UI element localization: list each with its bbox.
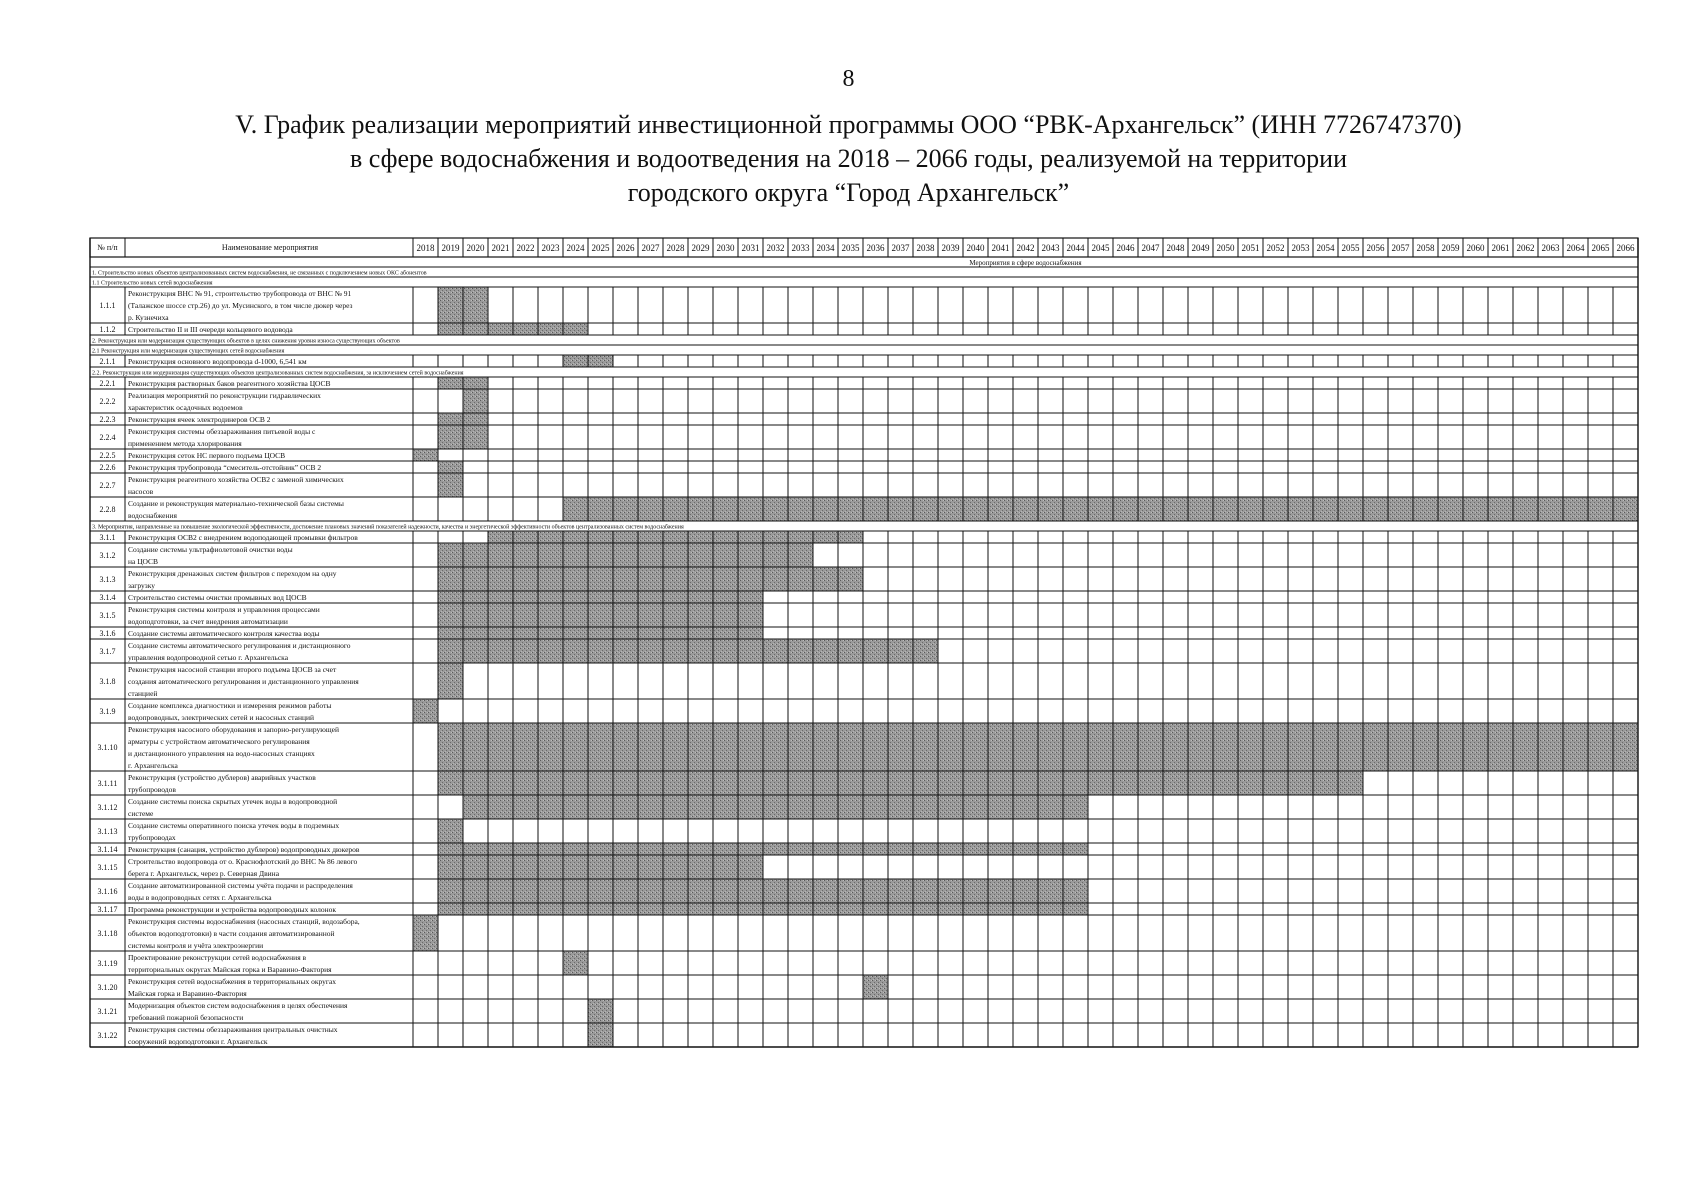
item-number: 3.1.1 <box>99 533 116 542</box>
year-label: 2046 <box>1116 243 1135 253</box>
schedule-bar <box>438 771 1363 795</box>
table-row <box>90 287 1638 323</box>
item-name: Реконструкция системы контроля и управления процессами <box>128 605 320 614</box>
table-row <box>90 795 1638 819</box>
year-label: 2028 <box>666 243 685 253</box>
item-number: 3.1.16 <box>97 887 118 896</box>
section-label: 1.1 Строительство новых сетей водоснабжения <box>92 280 213 287</box>
item-number: 3.1.10 <box>97 743 118 752</box>
schedule-bar <box>488 531 863 543</box>
year-label: 2030 <box>716 243 735 253</box>
item-number: 2.2.4 <box>99 433 116 442</box>
item-name: Реконструкция системы обеззараживания питьевой воды с <box>128 427 316 436</box>
year-label: 2032 <box>766 243 785 253</box>
schedule-bar <box>438 663 463 699</box>
year-label: 2024 <box>566 243 585 253</box>
table-row <box>90 627 1638 639</box>
item-name: Реконструкция сетей водоснабжения в территориальных округах <box>128 977 337 986</box>
year-label: 2066 <box>1616 243 1635 253</box>
item-name: Реконструкция основного водопровода d-1000, 6,541 км <box>128 357 307 366</box>
table-row <box>90 603 1638 627</box>
item-name: управления водопроводной сетью г. Архангельска <box>128 653 289 662</box>
schedule-bar <box>438 627 763 639</box>
table-row <box>90 903 1638 915</box>
title-line-1: V. График реализации мероприятий инвестиционной программы ООО “РВК-Архангельск” (ИНН 7726747370) <box>235 110 1462 139</box>
item-name: сооружений водоподготовки г. Архангельск <box>128 1037 268 1046</box>
item-number: 3.1.17 <box>97 905 118 914</box>
schedule-bar <box>563 951 588 975</box>
item-number: 3.1.7 <box>99 647 116 656</box>
table-row <box>90 639 1638 663</box>
item-number: 2.2.6 <box>99 463 116 472</box>
item-number: 2.2.2 <box>99 397 116 406</box>
table-row <box>90 999 1638 1023</box>
schedule-bar <box>438 591 763 603</box>
year-label: 2057 <box>1391 243 1410 253</box>
item-name: Реконструкция системы водоснабжения (насосных станций, водозабора, <box>128 917 360 926</box>
section-row <box>90 345 1638 355</box>
item-number: 3.1.5 <box>99 611 116 620</box>
header-name: Наименование мероприятия <box>221 243 319 252</box>
item-name: Реконструкция трубопровода “смеситель-отстойник” ОСВ 2 <box>128 463 322 472</box>
year-label: 2027 <box>641 243 660 253</box>
item-number: 3.1.4 <box>99 593 116 602</box>
schedule-bar <box>588 999 613 1023</box>
item-name: Майская горка и Варавино-Фактория <box>128 989 247 998</box>
year-label: 2036 <box>866 243 885 253</box>
schedule-bar <box>588 1023 613 1047</box>
table-row <box>90 819 1638 843</box>
item-name: Реконструкция реагентного хозяйства ОСВ2 с заменой химических <box>128 475 344 484</box>
item-name: трубопроводах <box>128 833 176 842</box>
item-name: Реконструкция дренажных систем фильтров с переходом на одну <box>128 569 337 578</box>
table-row <box>90 389 1638 413</box>
year-label: 2053 <box>1291 243 1310 253</box>
year-label: 2056 <box>1366 243 1385 253</box>
item-name: Реконструкция ОСВ2 с внедрением водоподающей промывки фильтров <box>128 533 358 542</box>
schedule-bar <box>563 497 1638 521</box>
year-label: 2022 <box>516 243 535 253</box>
item-number: 2.2.5 <box>99 451 116 460</box>
year-label: 2064 <box>1566 243 1585 253</box>
item-number: 3.1.8 <box>99 677 116 686</box>
table-row <box>90 413 1638 425</box>
schedule-bar <box>438 603 763 627</box>
item-name: Строительство II и III очереди кольцевого водовода <box>128 325 293 334</box>
year-label: 2045 <box>1091 243 1110 253</box>
section-row <box>90 277 1638 287</box>
schedule-bar <box>413 449 438 461</box>
year-label: 2029 <box>691 243 710 253</box>
schedule-bar <box>413 915 438 951</box>
section-label: 1. Строительство новых объектов централизованных систем водоснабжения, не связанных с подключением новых ОКС абонентов <box>92 270 427 277</box>
table-row <box>90 663 1638 699</box>
table-row <box>90 771 1638 795</box>
table-row <box>90 355 1638 367</box>
item-name: требований пожарной безопасности <box>128 1013 244 1022</box>
section-label: 2. Реконструкция или модернизация существующих объектов в целях снижения уровня износа существующих объектов <box>92 338 400 345</box>
item-name: системе <box>128 809 154 818</box>
year-label: 2054 <box>1316 243 1335 253</box>
section-row <box>90 335 1638 345</box>
year-label: 2035 <box>841 243 860 253</box>
item-number: 3.1.9 <box>99 707 116 716</box>
item-name: Реконструкция ячеек электродинеров ОСВ 2 <box>128 415 271 424</box>
section-row <box>90 367 1638 377</box>
table-row <box>90 377 1638 389</box>
year-label: 2065 <box>1591 243 1610 253</box>
item-name: Реализация мероприятий по реконструкции гидравлических <box>128 391 321 400</box>
item-number: 3.1.14 <box>97 845 118 854</box>
schedule-bar <box>413 699 438 723</box>
year-label: 2038 <box>916 243 935 253</box>
item-number: 2.2.1 <box>99 379 116 388</box>
item-number: 3.1.13 <box>97 827 118 836</box>
table-row <box>90 699 1638 723</box>
table-row <box>90 473 1638 497</box>
item-number: 3.1.12 <box>97 803 118 812</box>
item-number: 3.1.6 <box>99 629 116 638</box>
item-number: 3.1.22 <box>97 1031 118 1040</box>
item-number: 3.1.20 <box>97 983 118 992</box>
item-name: загрузку <box>128 581 156 590</box>
table-row <box>90 567 1638 591</box>
page-number: 8 <box>842 66 855 92</box>
item-number: 1.1.2 <box>99 325 116 334</box>
table-row <box>90 975 1638 999</box>
item-number: 3.1.3 <box>99 575 116 584</box>
section-title: Мероприятия в сфере водоснабжения <box>969 259 1082 267</box>
item-name: Программа реконструкции и устройства водопроводных колонок <box>128 905 337 914</box>
item-number: 3.1.18 <box>97 929 118 938</box>
table-row <box>90 425 1638 449</box>
item-name: воды в водопроводных сетях г. Архангельска <box>128 893 272 902</box>
schedule-bar <box>463 795 1088 819</box>
table-row <box>90 723 1638 771</box>
item-name: Создание системы ультрафиолетовой очистки воды <box>128 545 293 554</box>
year-label: 2051 <box>1241 243 1260 253</box>
schedule-bar <box>438 543 813 567</box>
header-num: № п/п <box>97 243 118 252</box>
item-name: насосов <box>128 487 154 496</box>
item-number: 3.1.21 <box>97 1007 118 1016</box>
item-name: Строительство системы очистки промывных вод ЦОСВ <box>128 593 307 602</box>
item-name: водоснабжения <box>128 511 177 520</box>
year-label: 2018 <box>416 243 435 253</box>
item-name: г. Архангельска <box>128 761 178 770</box>
item-name: Создание системы поиска скрытых утечек воды в водопроводной <box>128 797 338 806</box>
item-name: характеристик осадочных водоемов <box>128 403 243 412</box>
section-label: 2.2. Реконструкция или модернизация существующих объектов централизованных систем водоснабжения, за исключением сетей водоснабжения <box>92 370 464 377</box>
item-name: Создание автоматизированной системы учёта подачи и распределения <box>128 881 353 890</box>
section-row <box>90 267 1638 277</box>
table-row <box>90 951 1638 975</box>
table-row <box>90 915 1638 951</box>
year-label: 2026 <box>616 243 635 253</box>
schedule-bar <box>438 473 463 497</box>
section-row <box>90 521 1638 531</box>
item-name: Создание и реконструкция материально-технической базы системы <box>128 499 344 508</box>
year-label: 2050 <box>1216 243 1235 253</box>
item-name: водоподготовки, за счет внедрения автоматизации <box>128 617 288 626</box>
year-label: 2063 <box>1541 243 1560 253</box>
table-row <box>90 497 1638 521</box>
item-number: 3.1.19 <box>97 959 118 968</box>
item-name: арматуры с устройством автоматического регулирования <box>128 737 310 746</box>
year-label: 2025 <box>591 243 610 253</box>
schedule-bar <box>438 855 763 879</box>
item-name: водопроводных, электрических сетей и насосных станций <box>128 713 315 722</box>
item-number: 3.1.15 <box>97 863 118 872</box>
year-label: 2058 <box>1416 243 1435 253</box>
year-label: 2042 <box>1016 243 1035 253</box>
year-label: 2047 <box>1141 243 1160 253</box>
item-number: 2.2.8 <box>99 505 116 514</box>
item-name: Реконструкция (устройство дублеров) аварийных участков <box>128 773 316 782</box>
year-label: 2061 <box>1491 243 1510 253</box>
schedule-bar <box>438 819 463 843</box>
year-label: 2060 <box>1466 243 1485 253</box>
year-label: 2049 <box>1191 243 1210 253</box>
table-row <box>90 531 1638 543</box>
item-name: Реконструкция (санация, устройство дублеров) водопроводных дюкеров <box>128 845 360 854</box>
item-name: создания автоматического регулирования и дистанционного управления <box>128 677 359 686</box>
table-row <box>90 449 1638 461</box>
year-label: 2019 <box>441 243 460 253</box>
year-label: 2041 <box>991 243 1010 253</box>
section-title-row <box>90 257 1638 267</box>
item-number: 2.2.3 <box>99 415 116 424</box>
item-name: (Талажское шоссе стр.26) до ул. Мусинского, в том числе дюкер через <box>128 301 353 310</box>
year-label: 2033 <box>791 243 810 253</box>
year-label: 2039 <box>941 243 960 253</box>
year-label: 2023 <box>541 243 560 253</box>
year-label: 2037 <box>891 243 910 253</box>
year-label: 2052 <box>1266 243 1285 253</box>
item-name: берега г. Архангельск, через р. Северная Двина <box>128 869 280 878</box>
item-name: Создание комплекса диагностики и измерения режимов работы <box>128 701 332 710</box>
item-name: применением метода хлорирования <box>128 439 242 448</box>
item-number: 2.2.7 <box>99 481 116 490</box>
schedule-bar <box>438 461 463 473</box>
schedule-bar <box>438 567 863 591</box>
year-label: 2044 <box>1066 243 1085 253</box>
item-number: 1.1.1 <box>99 301 116 310</box>
item-name: р. Кузнечиха <box>128 313 169 322</box>
table-row <box>90 879 1638 903</box>
schedule-bar <box>463 389 488 413</box>
item-name: трубопроводов <box>128 785 176 794</box>
year-label: 2034 <box>816 243 835 253</box>
item-name: Проектирование реконструкции сетей водоснабжения в <box>128 953 307 962</box>
year-label: 2040 <box>966 243 985 253</box>
item-name: на ЦОСВ <box>128 557 159 566</box>
schedule-bar <box>863 975 888 999</box>
table-row <box>90 1023 1638 1047</box>
item-name: Реконструкция ВНС № 91, строительство трубопровода от ВНС № 91 <box>128 289 352 298</box>
item-name: объектов водоподготовки) в части создания автоматизированной <box>128 929 335 938</box>
table-row <box>90 591 1638 603</box>
item-name: Реконструкция насосной станции второго подъема ЦОСВ за счет <box>128 665 337 674</box>
item-number: 2.1.1 <box>99 357 116 366</box>
item-name: Реконструкция сеток НС первого подъема ЦОСВ <box>128 451 286 460</box>
item-name: Строительство водопровода от о. Краснофлотский до ВНС № 86 левого <box>128 857 358 866</box>
year-label: 2020 <box>466 243 485 253</box>
item-name: Реконструкция системы обеззараживания центральных очистных <box>128 1025 338 1034</box>
table-row <box>90 855 1638 879</box>
item-number: 3.1.2 <box>99 551 116 560</box>
title-line-3: городского округа “Город Архангельск” <box>627 178 1070 207</box>
item-name: Модернизация объектов систем водоснабжения в целях обеспечения <box>128 1001 348 1010</box>
item-name: Создание системы оперативного поиска утечек воды в подземных <box>128 821 340 830</box>
item-number: 3.1.11 <box>97 779 118 788</box>
year-label: 2059 <box>1441 243 1460 253</box>
item-name: территориальных округах Майская горка и Варавино-Фактория <box>128 965 332 974</box>
year-label: 2048 <box>1166 243 1185 253</box>
table-row <box>90 843 1638 855</box>
year-label: 2062 <box>1516 243 1535 253</box>
item-name: Реконструкция насосного оборудования и запорно-регулирующей <box>128 725 339 734</box>
year-label: 2031 <box>741 243 760 253</box>
item-name: станцией <box>128 689 158 698</box>
year-label: 2021 <box>491 243 510 253</box>
item-name: Создание системы автоматического регулирования и дистанционного <box>128 641 351 650</box>
year-label: 2055 <box>1341 243 1360 253</box>
item-name: системы контроля и учёта электроэнергии <box>128 941 264 950</box>
section-label: 2.1 Реконструкция или модернизация существующих сетей водоснабжения <box>92 348 285 355</box>
item-name: Реконструкция растворных баков реагентного хозяйства ЦОСВ <box>128 379 331 388</box>
year-label: 2043 <box>1041 243 1060 253</box>
table-row <box>90 461 1638 473</box>
item-name: Создание системы автоматического контроля качества воды <box>128 629 320 638</box>
table-row <box>90 323 1638 335</box>
section-label: 3. Мероприятия, направленные на повышение экологической эффективности, достижение плановых значений показателей надежности, качества и энергетической эффективности объектов централизованных систем водоснабжения <box>92 524 684 531</box>
table-row <box>90 543 1638 567</box>
title-line-2: в сфере водоснабжения и водоотведения на 2018 – 2066 годы, реализуемой на территории <box>349 144 1348 173</box>
item-name: и дистанционного управления на водо-насосных станциях <box>128 749 315 758</box>
